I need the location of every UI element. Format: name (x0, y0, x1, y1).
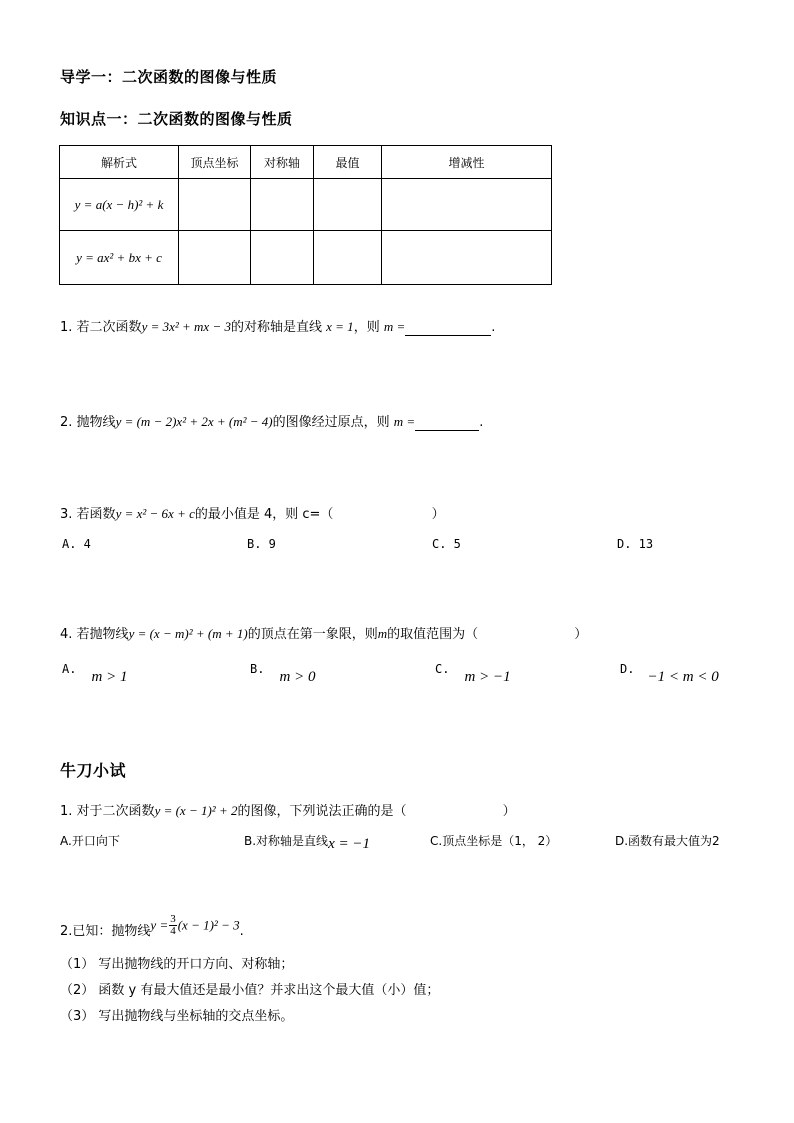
question-text: 的最小值是 4，则 c=（ (194, 507, 334, 522)
formula-general-form: y = ax² + bx + c (60, 231, 179, 285)
question-end: ） (574, 627, 588, 642)
option-expression: m > 1 (91, 669, 128, 685)
option-letter: D. (620, 662, 635, 676)
table-header-cell: 增减性 (382, 146, 552, 179)
table-header-cell: 顶点坐标 (179, 146, 251, 179)
table-header-cell: 解析式 (60, 146, 179, 179)
option-letter: C. (435, 662, 450, 676)
table-cell-empty[interactable] (314, 231, 382, 285)
question-number: 4. (60, 627, 73, 642)
option-text: B.对称轴是直线 (244, 834, 329, 848)
question-number: 1. (60, 804, 73, 819)
question-formula: y = (m − 2)x² + 2x + (m² − 4) (115, 414, 273, 429)
section-title-2: 牛刀小试 (60, 761, 127, 780)
practice-question-1 (60, 800, 516, 819)
question-formula: y = (x − m)² + (m + 1) (128, 626, 248, 641)
question-number: 2. (60, 415, 73, 430)
question-number: 2. (60, 924, 73, 939)
formula-vertex-form: y = a(x − h)² + k (60, 179, 179, 231)
option-d[interactable] (620, 662, 719, 685)
question-text: 的取值范围为（ (387, 627, 479, 642)
option-b[interactable] (250, 662, 316, 685)
question-number: 1. (60, 320, 73, 335)
question-formula: y = (x − 1)² + 2 (154, 803, 238, 818)
question-text: 若函数 (76, 507, 116, 522)
question-end: . (479, 415, 484, 430)
option-expression: m > 0 (279, 669, 316, 685)
question-4 (60, 623, 587, 642)
question-3 (60, 503, 445, 522)
question-2 (60, 411, 483, 431)
question-end: . (491, 320, 496, 335)
option-letter: B. (250, 662, 265, 676)
option-d[interactable]: D. 13 (617, 537, 654, 551)
question-formula: y = x² − 6x + c (115, 506, 195, 521)
question-variable: m = (393, 414, 416, 429)
option-b[interactable] (244, 832, 370, 850)
answer-blank[interactable] (405, 320, 491, 336)
question-text: 已知：抛物线 (72, 924, 151, 939)
option-expression: −1 < m < 0 (647, 669, 719, 685)
formula-left: y = (150, 917, 169, 933)
table-cell-empty[interactable] (179, 231, 251, 285)
question-text: ，则 (353, 320, 380, 335)
practice-question-2 (60, 914, 244, 939)
question-variable: m (377, 626, 388, 641)
option-a[interactable] (62, 662, 128, 685)
table-cell-empty[interactable] (179, 179, 251, 231)
question-text: 若二次函数 (76, 320, 142, 335)
question-text: 抛物线 (76, 415, 116, 430)
table-row (60, 231, 552, 285)
formula-right: (x − 1)² − 3 (177, 917, 240, 933)
table-cell-empty[interactable] (251, 231, 314, 285)
question-formula: y = 3x² + mx − 3 (141, 319, 231, 334)
question-text: 的图像，下列说法正确的是（ (237, 804, 407, 819)
knowledge-title: 知识点一：二次函数的图像与性质 (60, 110, 293, 128)
table-cell-empty[interactable] (314, 179, 382, 231)
table-cell-empty[interactable] (251, 179, 314, 231)
question-end: ） (431, 507, 445, 522)
question-text: 的顶点在第一象限，则 (247, 627, 378, 642)
answer-blank[interactable] (415, 415, 479, 431)
table-header-cell: 最值 (314, 146, 382, 179)
table-cell-empty[interactable] (382, 231, 552, 285)
question-text: 对于二次函数 (76, 804, 155, 819)
question-condition: x = 1 (326, 319, 354, 334)
question-variable: m = (383, 319, 406, 334)
question-end: ） (502, 804, 516, 819)
option-c[interactable]: C. 5 (432, 537, 461, 551)
properties-table (59, 145, 552, 285)
fraction (169, 914, 177, 937)
sub-question-1: （1） 写出抛物线的开口方向、对称轴； (60, 957, 294, 972)
option-expression: m > −1 (464, 669, 511, 685)
option-letter: A. (62, 662, 77, 676)
question-text: 的图像经过原点，则 (272, 415, 390, 430)
fraction-numerator: 3 (170, 913, 176, 925)
question-text: 若抛物线 (76, 627, 129, 642)
table-header-cell: 对称轴 (251, 146, 314, 179)
option-c[interactable]: C.顶点坐标是（1， 2） (430, 834, 558, 848)
question-number: 3. (60, 507, 73, 522)
fraction-denominator: 4 (170, 925, 176, 937)
question-1 (60, 316, 495, 336)
option-a[interactable]: A. 4 (62, 537, 91, 551)
sub-question-2: （2） 函数 y 有最大值还是最小值？并求出这个最大值（小）值； (60, 983, 440, 998)
table-cell-empty[interactable] (382, 179, 552, 231)
option-expression: x = −1 (328, 836, 370, 852)
question-end: . (239, 924, 244, 939)
option-b[interactable]: B. 9 (247, 537, 276, 551)
option-a[interactable]: A.开口向下 (60, 834, 120, 848)
section-title-1: 导学一：二次函数的图像与性质 (60, 68, 278, 86)
option-d[interactable]: D.函数有最大值为2 (615, 834, 720, 848)
table-row (60, 179, 552, 231)
question-text: 的对称轴是直线 (230, 320, 322, 335)
table-header-row (60, 146, 552, 179)
option-c[interactable] (435, 662, 511, 685)
sub-question-3: （3） 写出抛物线与坐标轴的交点坐标。 (60, 1009, 294, 1024)
